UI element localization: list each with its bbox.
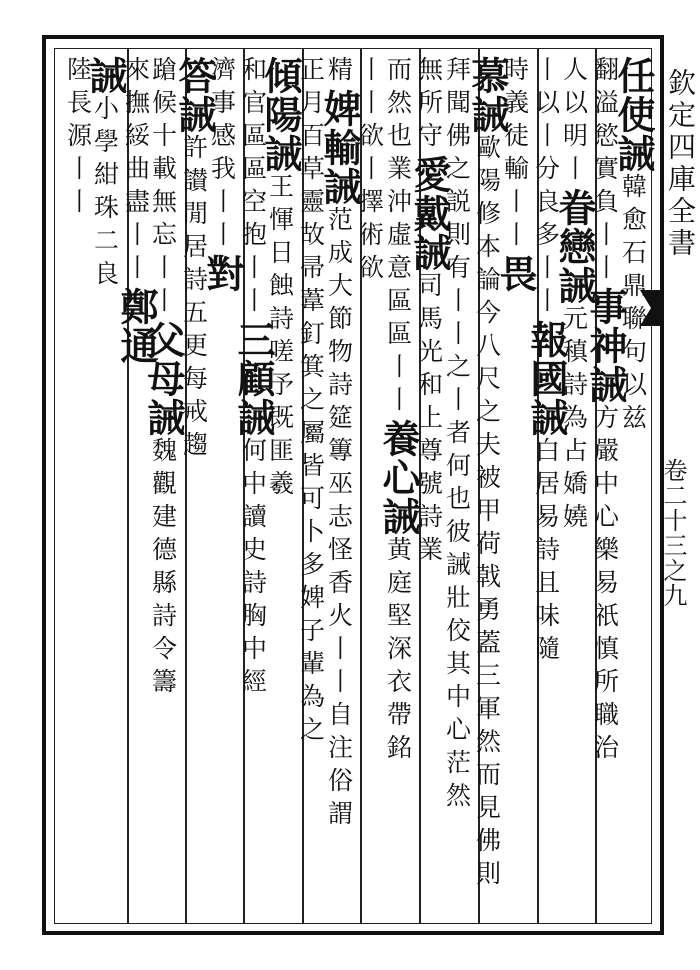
entry-heading: 眷戀誡 bbox=[552, 188, 597, 305]
entry-heading: 答誡 bbox=[172, 56, 217, 134]
entry-text: 和官區區空抱丨丨 bbox=[238, 56, 268, 320]
entry-text: 而然也 bbox=[383, 56, 413, 155]
entry-heading: 畏 bbox=[493, 254, 538, 293]
entry-text: 黄庭堅深衣帶銘 bbox=[383, 536, 413, 767]
entry-text: 正月百草靈故帚葦釘箕之屬皆可卜多婢子輩為之 bbox=[296, 56, 326, 749]
entry-heading: 報國誡 bbox=[524, 320, 569, 437]
entry-heading: 父母誡 bbox=[141, 320, 186, 437]
entry-text: 業沖虛意區區丨丨 bbox=[383, 155, 413, 419]
entry-heading: 誡 bbox=[83, 56, 128, 95]
entry-text: 人以明丨 bbox=[559, 56, 589, 188]
entry-text: 翻溢慾實負丨丨 bbox=[590, 56, 620, 287]
entry-text: 濟事感我丨丨 bbox=[207, 56, 237, 254]
entry-heading: 三顧誡 bbox=[231, 320, 276, 437]
entry-text: 丨丨欲丨擇術欲 bbox=[355, 56, 385, 287]
entry-text: 何中讀史詩胸中經 bbox=[238, 437, 268, 701]
entry-text: 小學紺珠二良 bbox=[90, 95, 120, 293]
entry-heading: 養心誡 bbox=[376, 419, 421, 536]
entry-text: 丨以丨 bbox=[531, 56, 561, 155]
entry-text: 白居易詩且味隨 bbox=[531, 437, 561, 668]
entry-text: 陸長源丨丨 bbox=[63, 56, 93, 221]
entry-text: 韓愈石鼎聯句以兹 bbox=[618, 173, 648, 437]
entry-text: 精 bbox=[324, 56, 354, 89]
entry-heading: 事神誡 bbox=[583, 287, 628, 404]
entry-heading: 愛戴誡 bbox=[407, 155, 452, 272]
entry-text: 來撫綏曲盡丨丨 bbox=[121, 56, 151, 287]
entry-text: 歐陽修本論今八尺之夫被甲荷戟勇蓋三軍然而見佛則 bbox=[472, 134, 502, 893]
entry-heading: 傾陽誡 bbox=[258, 56, 303, 173]
entry-heading: 婢輸誡 bbox=[317, 89, 362, 206]
entry-text: 蹌候十載無忘丨丨 bbox=[148, 56, 178, 320]
book-title: 欽定四庫全書 bbox=[664, 68, 697, 260]
entry-text: 許讃閒居詩五更每戒趨 bbox=[179, 134, 209, 464]
volume-label: 卷二十三之九 bbox=[659, 458, 687, 608]
entry-text: 拜聞佛之説則有丨丨之丨者何也彼誡壯佼其中心茫然 bbox=[442, 56, 472, 815]
entry-text: 時義徒輸丨丨 bbox=[500, 56, 530, 254]
entry-heading: 任使誡 bbox=[611, 56, 656, 173]
page-margin bbox=[652, 48, 697, 924]
entry-text: 元稹詩為占嬌嬈 bbox=[559, 305, 589, 536]
entry-heading: 慕誡 bbox=[465, 56, 510, 134]
text-column bbox=[55, 56, 101, 916]
entry-heading: 鄭通 bbox=[114, 287, 159, 365]
entry-text: 分良多丨丨 bbox=[531, 155, 561, 320]
entry-text: 司馬光和上尊號詩業 bbox=[414, 272, 444, 569]
entry-text: 王惲日蝕詩嗟予既匪羲 bbox=[265, 173, 295, 503]
entry-text: 范成大節物詩筵篿巫志怪香火丨丨自注俗謂 bbox=[324, 206, 354, 833]
entry-heading: 對 bbox=[200, 254, 245, 293]
entry-text: 方嚴中心樂易祇慎所職治 bbox=[590, 404, 620, 767]
entry-text: 無所守 bbox=[414, 56, 444, 155]
entry-text: 魏觀建德縣詩令籌 bbox=[148, 437, 178, 701]
